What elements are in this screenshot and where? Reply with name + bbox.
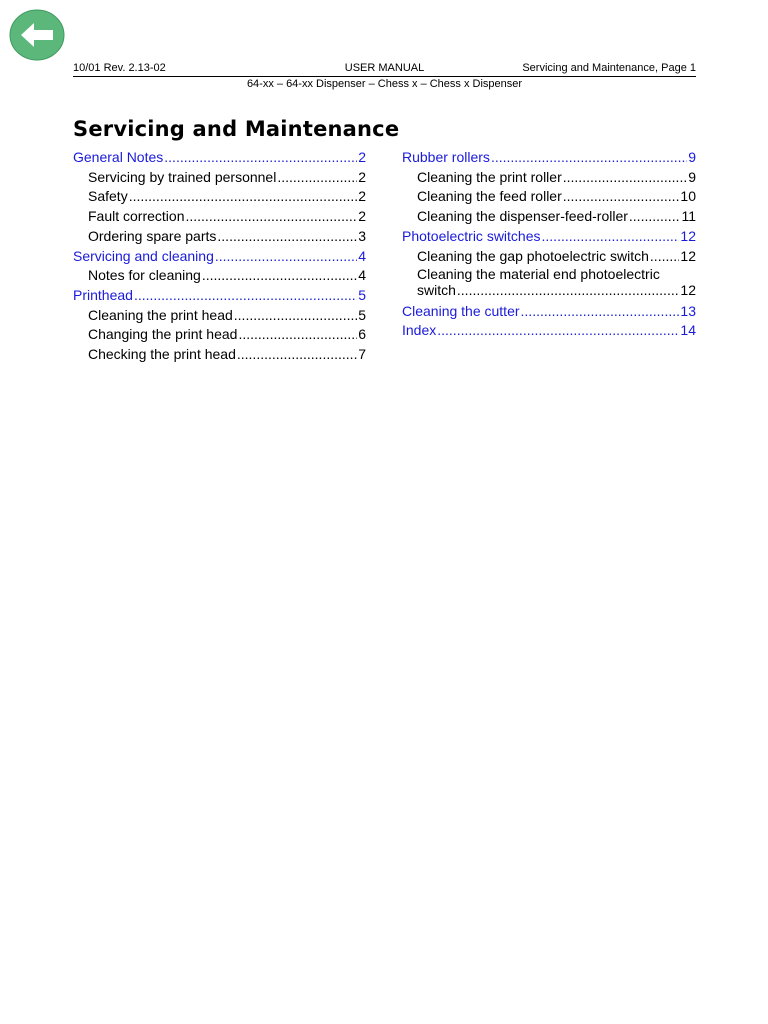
toc-entry-page: 12 (680, 227, 696, 244)
toc-entry-label: Fault correction (88, 208, 185, 225)
toc-entry-page: 7 (358, 346, 366, 363)
toc-entry-page: 5 (358, 306, 366, 323)
dot-leader (491, 148, 687, 168)
toc-entry-label: Ordering spare parts (88, 227, 217, 244)
toc-link-index[interactable] (402, 321, 696, 341)
toc-entry-label: Changing the print head (88, 326, 238, 343)
dot-leader (629, 207, 681, 227)
toc-entry-label: Index (402, 322, 437, 339)
toc-entry-page: 2 (358, 188, 366, 205)
dot-leader (437, 321, 679, 341)
manual-label: USER MANUAL (344, 62, 425, 74)
toc-entry-page: 4 (358, 247, 366, 264)
toc-entry-label: Safety (88, 188, 128, 205)
toc-entry-label: Printhead (73, 286, 133, 303)
dot-leader (129, 187, 358, 207)
toc-link-cleaning-the-feed-roller[interactable] (402, 187, 696, 207)
toc-entry-page: 3 (358, 227, 366, 244)
dot-leader (521, 302, 680, 322)
toc-entry-label-continued: switch (417, 282, 456, 299)
toc-link-photoelectric-switches[interactable] (402, 227, 696, 247)
dot-leader (202, 266, 357, 286)
toc-link-general-notes[interactable] (73, 148, 366, 168)
toc-entry-label: Cleaning the material end photoelectric (417, 266, 660, 283)
toc-entry-page: 10 (680, 188, 696, 205)
toc-entry-label: Notes for cleaning (88, 267, 201, 284)
toc-link-servicing-and-cleaning[interactable] (73, 247, 366, 267)
toc-link-safety[interactable] (73, 187, 366, 207)
toc-link-cleaning-the-cutter[interactable] (402, 302, 696, 322)
toc-entry-label: Rubber rollers (402, 149, 490, 165)
toc-entry-label: Checking the print head (88, 346, 236, 363)
dot-leader (134, 286, 357, 306)
toc-entry-label: Cleaning the print roller (417, 168, 562, 185)
back-button[interactable] (9, 9, 65, 61)
toc-entry-page: 12 (680, 282, 696, 299)
dot-leader (185, 207, 357, 227)
dot-leader (237, 345, 357, 365)
toc-link-servicing-by-trained-personnel[interactable] (73, 168, 366, 188)
toc-entry-page: 9 (688, 149, 696, 165)
page-title: Servicing and Maintenance (73, 117, 400, 141)
dot-leader (277, 168, 357, 188)
toc-entry-label: Cleaning the cutter (402, 302, 520, 319)
page-header (73, 62, 696, 77)
toc-entry-page: 2 (358, 149, 366, 165)
toc-entry-page: 12 (680, 247, 696, 264)
toc-column-right (402, 148, 696, 341)
dot-leader (215, 247, 357, 267)
toc-entry-label: Servicing and cleaning (73, 247, 214, 264)
revision-label: 10/01 Rev. 2.13-02 (73, 62, 166, 74)
toc-entry-page: 13 (680, 302, 696, 319)
toc-link-ordering-spare-parts[interactable] (73, 227, 366, 247)
page-reference: Servicing and Maintenance, Page 1 (522, 62, 696, 74)
toc-link-fault-correction[interactable] (73, 207, 366, 227)
dot-leader (234, 306, 357, 326)
toc-link-changing-the-print-head[interactable] (73, 325, 366, 345)
dot-leader (563, 187, 680, 207)
toc-column-left (73, 148, 366, 365)
product-subtitle: 64-xx – 64-xx Dispenser – Chess x – Chess x Dispenser (246, 78, 523, 90)
toc-entry-page: 5 (358, 286, 366, 303)
toc-entry-label: Cleaning the feed roller (417, 188, 562, 205)
toc-entry-page: 14 (680, 322, 696, 339)
toc-entry-page: 2 (358, 168, 366, 185)
dot-leader (650, 247, 680, 267)
arrow-left-icon (9, 9, 65, 61)
toc-link-notes-for-cleaning[interactable] (73, 266, 366, 286)
toc-entry-label: Cleaning the gap photoelectric switch (417, 247, 649, 264)
toc-entry-label: Servicing by trained personnel (88, 168, 277, 185)
toc-link-cleaning-the-print-roller[interactable] (402, 168, 696, 188)
dot-leader (238, 325, 357, 345)
toc-link-cleaning-the-print-head[interactable] (73, 306, 366, 326)
dot-leader (164, 148, 357, 168)
toc-entry-page: 11 (681, 208, 696, 225)
toc-entry-page: 6 (358, 326, 366, 343)
toc-entry-label: Cleaning the dispenser-feed-roller (417, 208, 628, 225)
toc-link-checking-the-print-head[interactable] (73, 345, 366, 365)
dot-leader (457, 282, 680, 298)
toc-link-cleaning-the-material-end-photoelectric-switch[interactable] (402, 266, 696, 302)
dot-leader (542, 227, 680, 247)
toc-entry-page: 9 (688, 168, 696, 185)
toc-link-cleaning-the-gap-photoelectric-switch[interactable] (402, 247, 696, 267)
toc-entry-page: 4 (358, 267, 366, 284)
dot-leader (563, 168, 687, 188)
toc-entry-label: Cleaning the print head (88, 306, 233, 323)
dot-leader (217, 227, 357, 247)
toc-link-cleaning-the-dispenser-feed-roller[interactable] (402, 207, 696, 227)
toc-entry-label: General Notes (73, 149, 164, 165)
toc-link-rubber-rollers[interactable] (402, 148, 696, 168)
toc-entry-page: 2 (358, 208, 366, 225)
toc-entry-label: Photoelectric switches (402, 227, 541, 244)
toc-link-printhead[interactable] (73, 286, 366, 306)
